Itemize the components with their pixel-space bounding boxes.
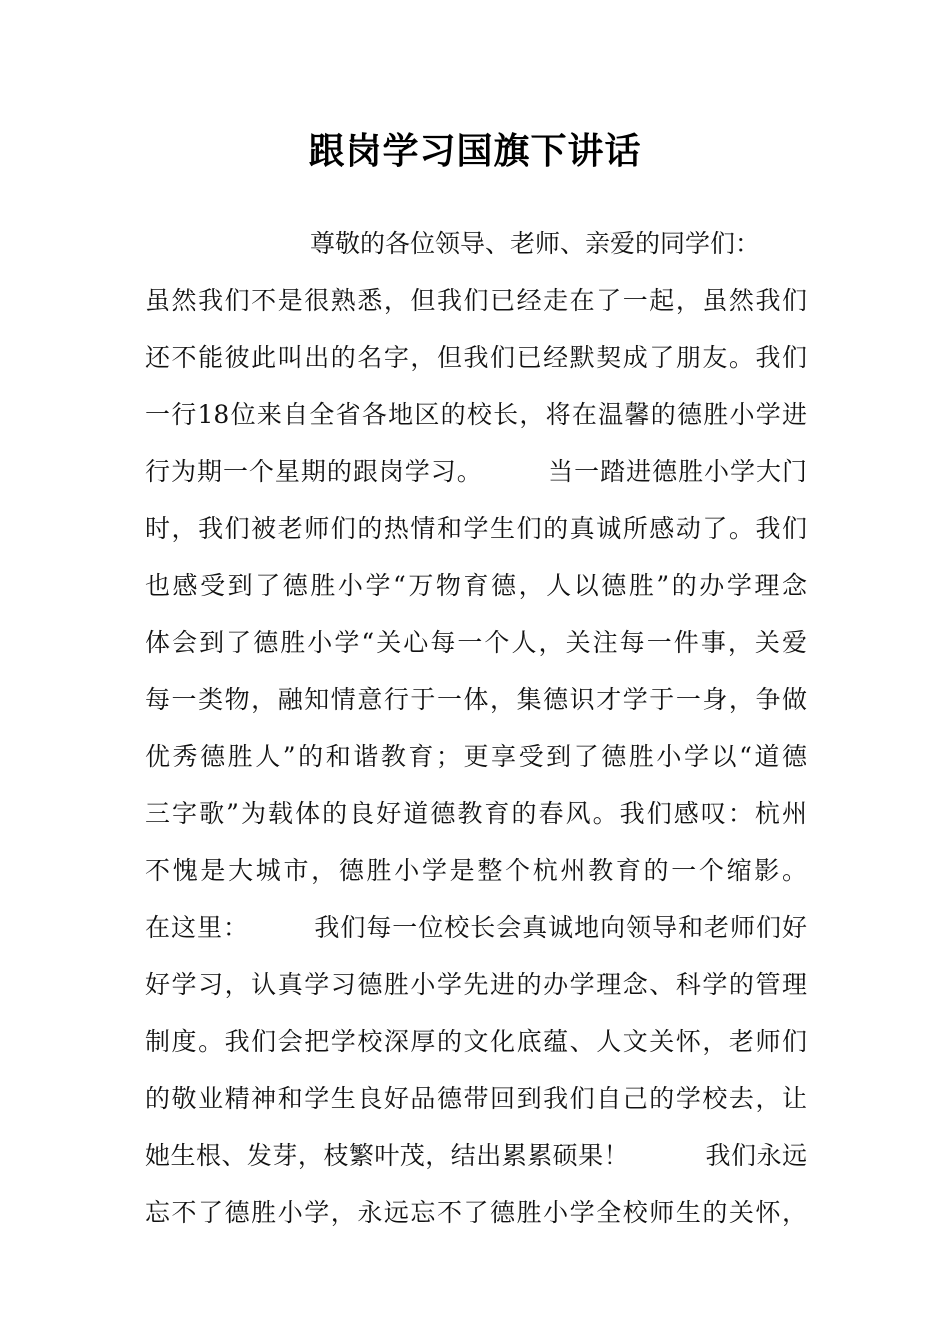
body-line-1: 尊敬的各位领导、老师、亲爱的同学们： [310, 229, 761, 258]
body-line-14: 好学习，认真学习德胜小学先进的办学理念、科学的管理 [145, 970, 807, 999]
body-line-2: 虽然我们不是很熟悉，但我们已经走在了一起，虽然我们 [145, 286, 807, 315]
document-title: 跟岗学习国旗下讲话 [308, 131, 642, 172]
body-line-9: 每一类物，融知情意行于一体，集德识才学于一身，争做 [145, 685, 807, 714]
body-line-15: 制度。我们会把学校深厚的文化底蕴、人文关怀，老师们 [145, 1027, 807, 1056]
body-line-5: 行为期一个星期的跟岗学习。 当一踏进德胜小学大门 [145, 457, 807, 486]
body-line-17: 她生根、发芽，枝繁叶茂，结出累累硕果！ 我们永远 [145, 1141, 807, 1170]
body-line-8: 体会到了德胜小学“关心每一个人，关注每一件事，关爱 [145, 628, 807, 657]
body-line-3: 还不能彼此叫出的名字，但我们已经默契成了朋友。我们 [145, 343, 807, 372]
body-line-6: 时，我们被老师们的热情和学生们的真诚所感动了。我们 [145, 514, 807, 543]
body-line-11: 三字歌”为载体的良好道德教育的春风。我们感叹：杭州 [145, 799, 807, 828]
body-line-4: 一行18位来自全省各地区的校长，将在温馨的德胜小学进 [145, 400, 807, 429]
body-line-18: 忘不了德胜小学，永远忘不了德胜小学全校师生的关怀， [145, 1198, 807, 1227]
body-line-13: 在这里： 我们每一位校长会真诚地向领导和老师们好 [145, 913, 807, 942]
body-line-16: 的敬业精神和学生良好品德带回到我们自己的学校去，让 [145, 1084, 807, 1113]
body-line-10: 优秀德胜人”的和谐教育；更享受到了德胜小学以“道德 [145, 742, 807, 771]
body-line-7: 也感受到了德胜小学“万物育德，人以德胜”的办学理念 [145, 571, 807, 600]
body-line-12: 不愧是大城市，德胜小学是整个杭州教育的一个缩影。 [145, 856, 807, 885]
